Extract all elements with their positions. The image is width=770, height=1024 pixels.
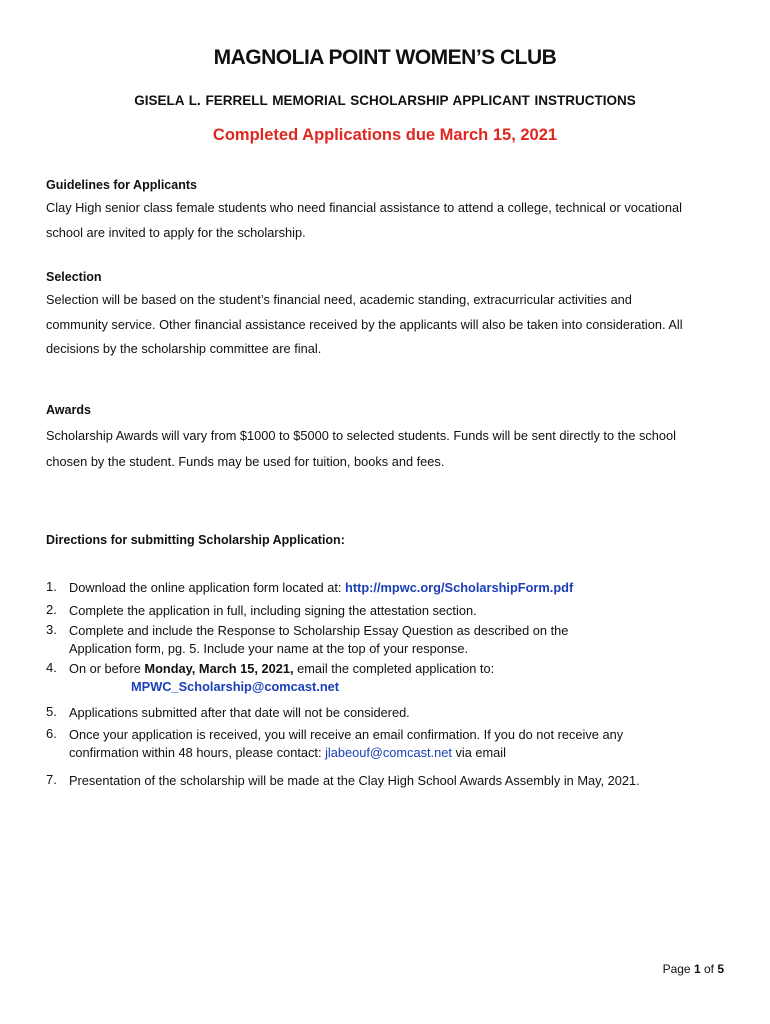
list-item-text: Complete the application in full, including signing the attestation section. <box>69 603 477 618</box>
selection-heading: Selection <box>46 270 102 284</box>
directions-heading: Directions for submitting Scholarship Application: <box>46 533 345 547</box>
list-item-text: Download the online application form located at: <box>69 580 346 595</box>
list-number: 5. <box>46 704 57 719</box>
guidelines-body: Clay High senior class female students who need financial assistance to attend a college, technical or vocational school are invited to apply for the scholarship. <box>46 200 682 240</box>
list-item-text: Presentation of the scholarship will be made at the Clay High School Awards Assembly in May, 2021. <box>69 773 640 788</box>
list-number: 7. <box>46 772 57 787</box>
list-number: 3. <box>46 622 57 637</box>
selection-body: Selection will be based on the student’s financial need, academic standing, extracurricular activities and community service. Other financial assistance received by the applicants will also be taken into consideration. All decisions by the scholarship committee are final. <box>46 292 683 356</box>
application-form-link[interactable]: http://mpwc.org/ScholarshipForm.pdf <box>345 580 574 595</box>
list-item-text: via email <box>451 745 506 760</box>
list-number: 2. <box>46 602 57 617</box>
awards-heading: Awards <box>46 403 91 417</box>
list-number: 4. <box>46 660 57 675</box>
scholarship-subtitle: GISELA L. FERRELL MEMORIAL SCHOLARSHIP APPLICANT INSTRUCTIONS <box>134 93 636 108</box>
list-item-text: email the completed application to: <box>293 661 495 676</box>
contact-email-link[interactable]: jlabeouf@comcast.net <box>325 745 452 760</box>
awards-body: Scholarship Awards will vary from $1000 to $5000 to selected students. Funds will be sent directly to the school chosen by the student. Funds may be used for tuition, books and fees. <box>46 428 676 469</box>
list-number: 6. <box>46 726 57 741</box>
deadline-date: Monday, March 15, 2021, <box>144 661 294 676</box>
list-item-text: Complete and include the Response to Scholarship Essay Question as described on the Application form, pg. 5. Include your name at the top of your response. <box>69 623 569 656</box>
list-number: 1. <box>46 579 57 594</box>
page-number: Page 1 of 5 <box>662 962 724 976</box>
list-item-text: On or before <box>69 661 145 676</box>
guidelines-heading: Guidelines for Applicants <box>46 178 197 192</box>
list-item-text: Applications submitted after that date will not be considered. <box>69 705 410 720</box>
due-date-notice: Completed Applications due March 15, 2021 <box>212 126 558 144</box>
club-title: MAGNOLIA POINT WOMEN’S CLUB <box>213 46 557 69</box>
list-item-text: Once your application is received, you will receive an email confirmation. If you do not receive any confirmation within 48 hours, please contact: <box>69 727 624 760</box>
submission-email-link[interactable]: MPWC_Scholarship@comcast.net <box>131 679 340 694</box>
